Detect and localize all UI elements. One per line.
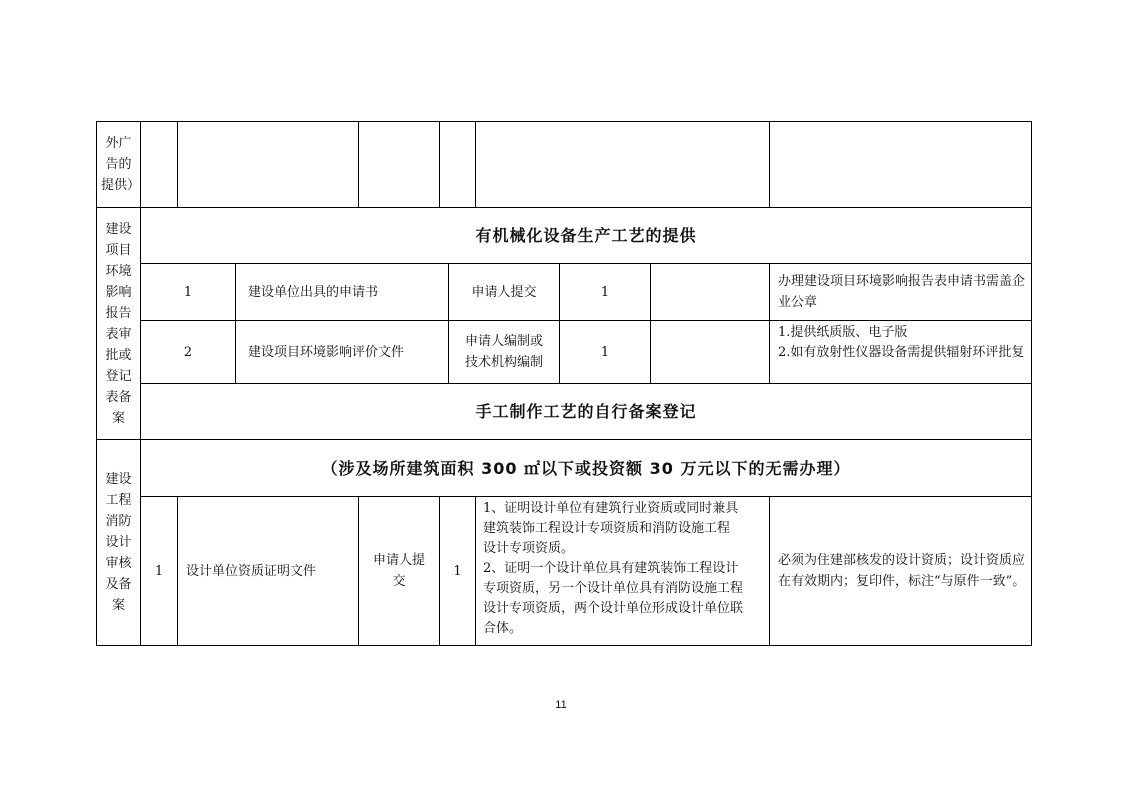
table-row-qty	[559, 263, 651, 321]
table-row-blank	[650, 263, 770, 321]
detail-line: 设计专项资质。	[483, 541, 575, 556]
table-row-num	[140, 496, 178, 646]
heading-text: 有机械化设备生产工艺的提供	[475, 226, 697, 245]
cell-text: 申请人编制或技术机构编制	[464, 334, 543, 370]
heading-text: 手工制作工艺的自行备案登记	[475, 402, 697, 421]
cell-text: 申请人提交	[471, 284, 537, 300]
table-row-blank	[650, 320, 770, 384]
detail-line: 2、证明一个设计单位具有建筑装饰工程设计	[483, 561, 739, 576]
category-text: 建设工程消防设计审核及备案	[105, 472, 132, 613]
table-row-source	[448, 263, 560, 321]
cell-text: 2	[183, 344, 193, 360]
detail-line: 专项资质，另一个设计单位具有消防设施工程	[483, 581, 744, 596]
cell-text: 1	[183, 284, 193, 300]
table-row-name	[177, 496, 359, 646]
table-cell	[140, 121, 178, 208]
table-row-num	[140, 320, 236, 384]
section-heading	[140, 207, 1032, 264]
table-row-name	[235, 263, 449, 321]
table-cell	[439, 121, 476, 208]
table-cell	[475, 121, 770, 208]
cell-text: 必须为住建部核发的设计资质；设计资质应在有效期内；复印件，标注“与原件一致”。	[778, 553, 1026, 589]
table-row-detail	[475, 496, 770, 646]
cell-text: 建设单位出具的申请书	[248, 284, 379, 300]
detail-line: 设计专项资质，两个设计单位形成设计单位联	[483, 601, 744, 616]
cell-text: 办理建设项目环境影响报告表申请书需盖企业公章	[778, 274, 1026, 310]
note-line: 1.提供纸质版、电子版	[778, 325, 908, 340]
cell-text: 申请人提交	[372, 553, 425, 589]
section-heading	[140, 383, 1032, 440]
heading-text: （涉及场所建筑面积 300 ㎡以下或投资额 30 万元以下的无需办理）	[321, 458, 851, 478]
category-cell-ad	[96, 121, 141, 208]
cell-text: 1	[600, 344, 610, 360]
table-row-num	[140, 263, 236, 321]
detail-line: 1、证明设计单位有建筑行业资质或同时兼具	[483, 501, 739, 516]
category-text: 建设项目环境影响报告表审批或登记表备案	[105, 221, 132, 426]
detail-line: 合体。	[483, 621, 523, 636]
table-cell	[769, 121, 1032, 208]
table-row-source	[448, 320, 560, 384]
table-row-note	[769, 263, 1032, 321]
category-cell-env	[96, 207, 141, 440]
table-row-qty	[439, 496, 476, 646]
table-cell	[358, 121, 440, 208]
cell-text: 1	[453, 563, 462, 579]
table-row-qty	[559, 320, 651, 384]
cell-text: 1	[154, 563, 164, 579]
detail-line: 建筑装饰工程设计专项资质和消防设施工程	[483, 521, 731, 536]
cell-text: 设计单位资质证明文件	[186, 563, 317, 579]
cell-text: 建设项目环境影响评价文件	[248, 344, 405, 360]
table-row-note	[769, 320, 1032, 384]
table-row-note	[769, 496, 1032, 646]
table-cell	[177, 121, 359, 208]
table-row-source	[358, 496, 440, 646]
category-cell-fire	[96, 439, 141, 646]
page-number: 11	[555, 699, 567, 711]
category-text: 外广告的提供）	[101, 136, 141, 193]
section-heading	[140, 439, 1032, 497]
note-line: 2.如有放射性仪器设备需提供辐射环评批复	[778, 345, 1025, 360]
cell-text: 1	[600, 284, 610, 300]
table-row-name	[235, 320, 449, 384]
